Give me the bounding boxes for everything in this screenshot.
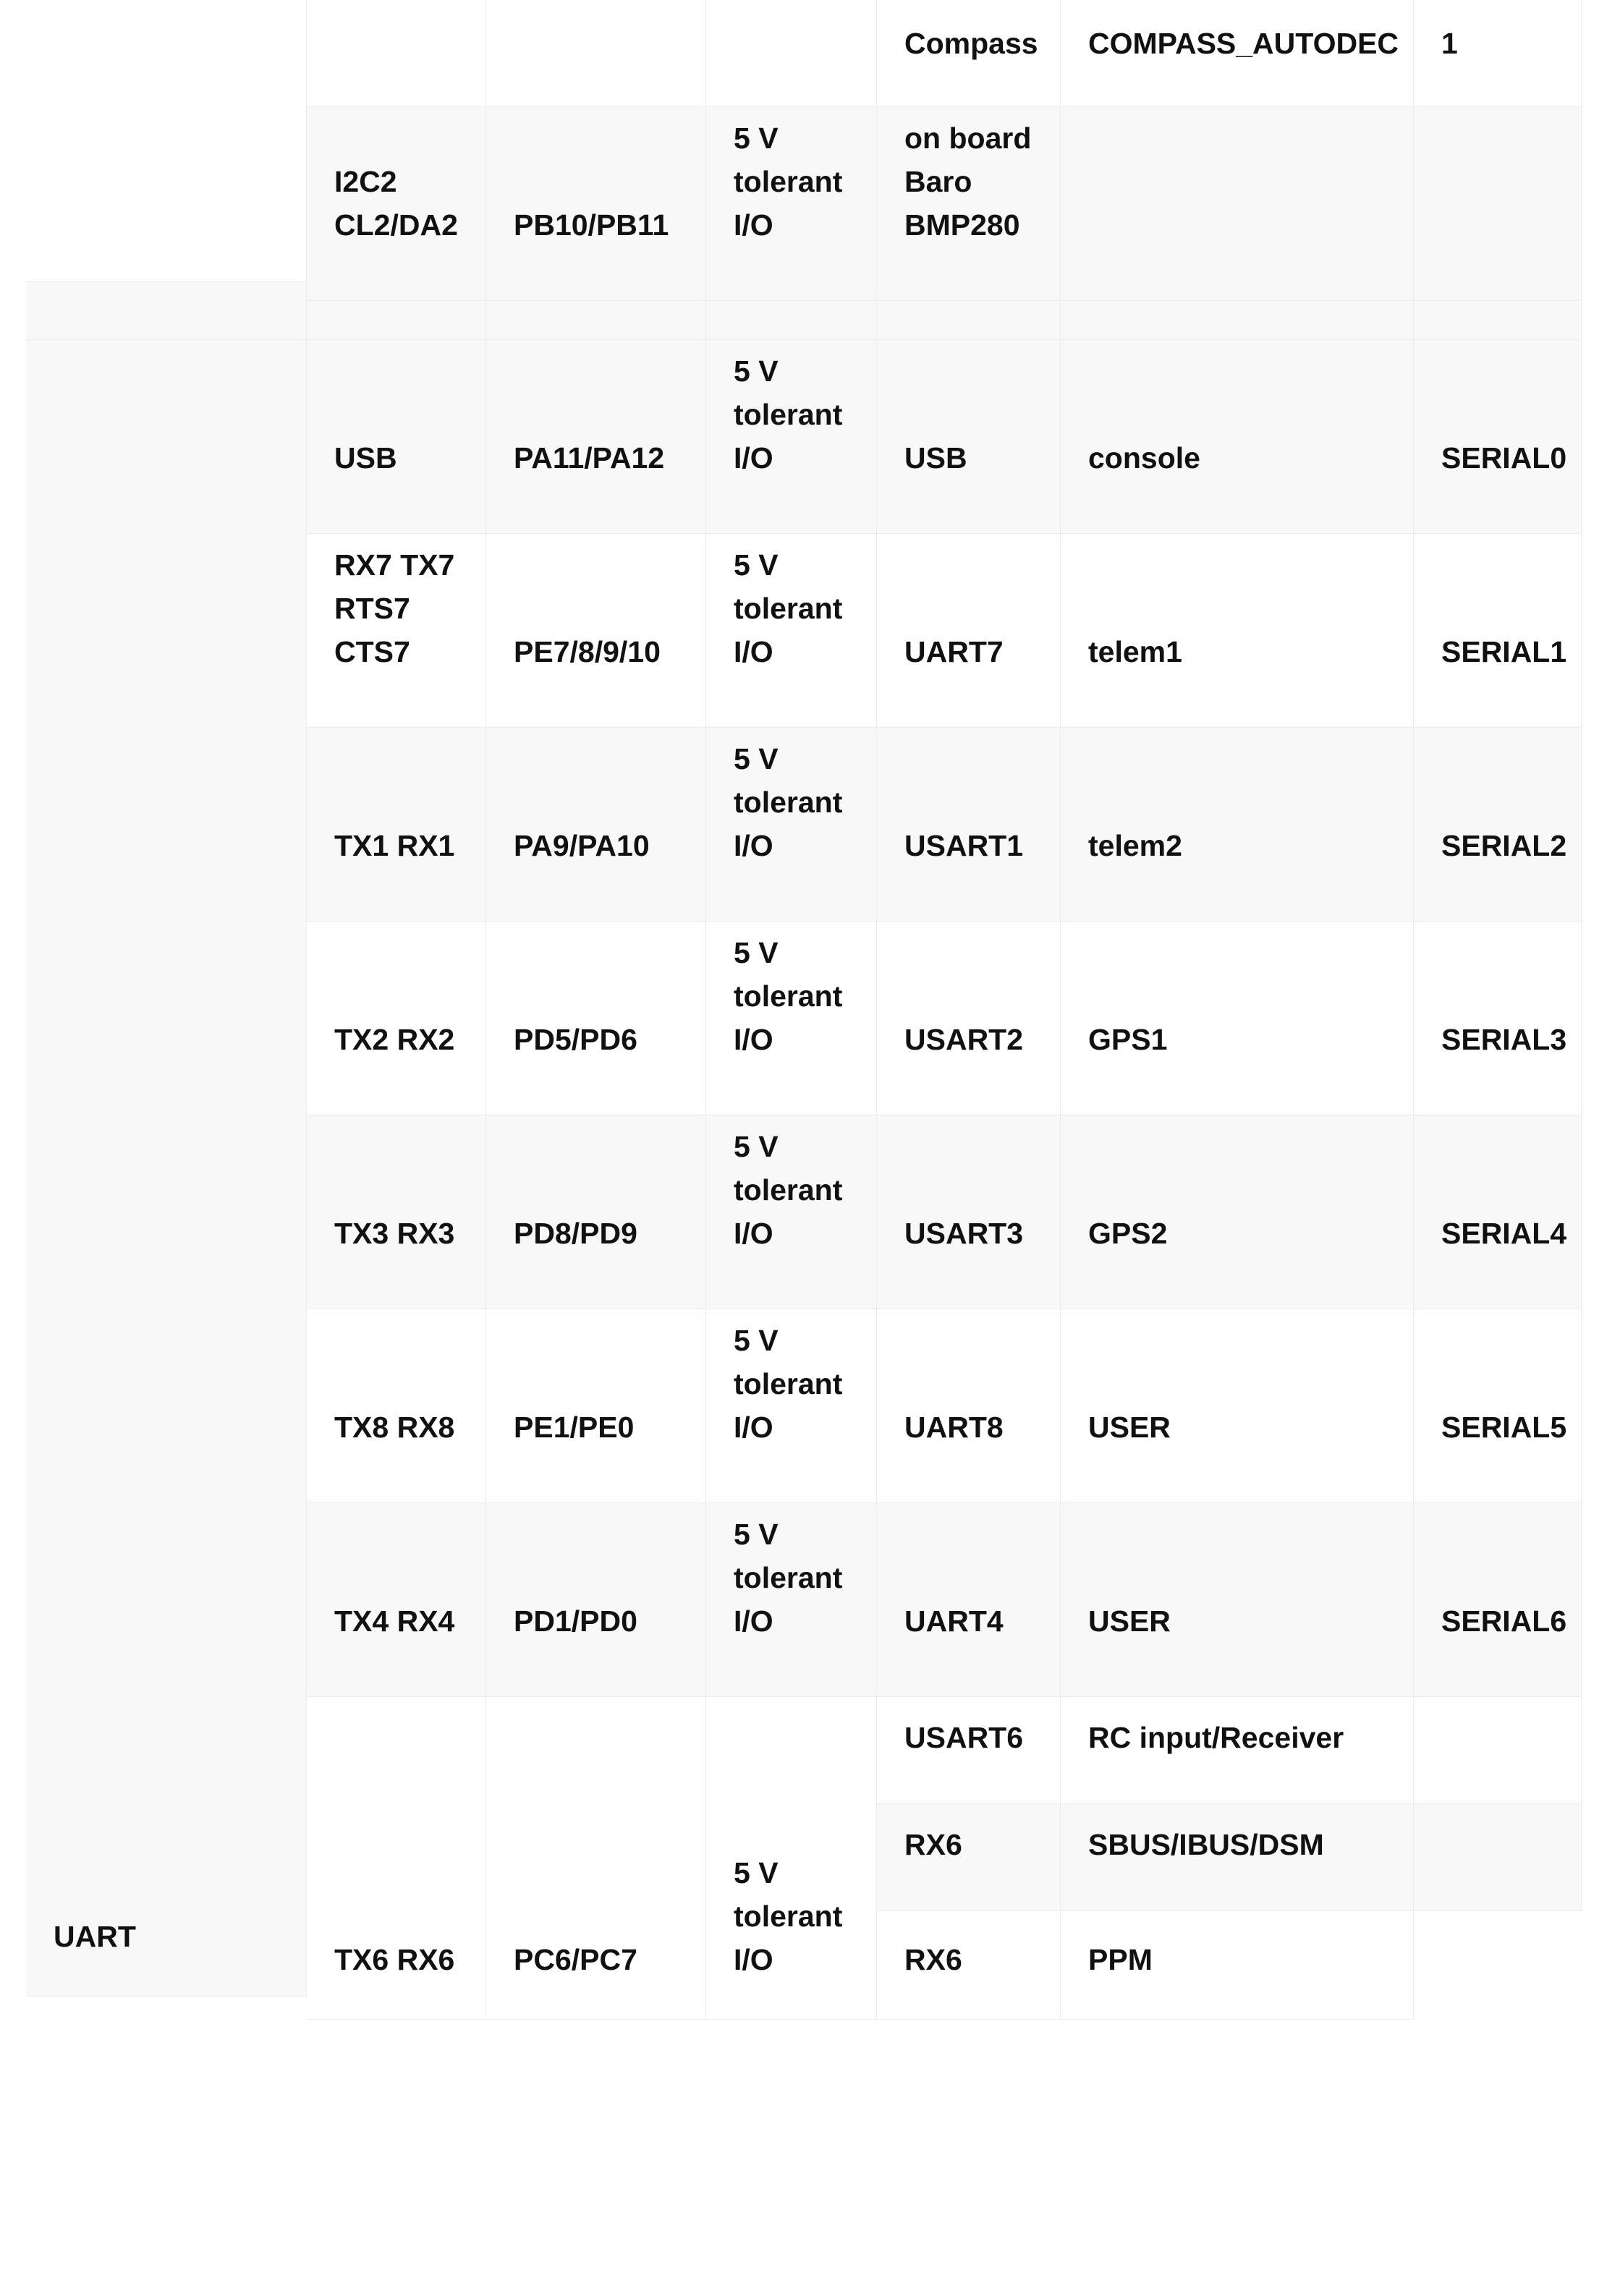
io-label: 5 V tolerant I/O [734, 1856, 843, 1976]
usage-label: SBUS/IBUS/DSM [1088, 1828, 1324, 1861]
usage-label: PPM [1088, 1943, 1153, 1976]
cell [1061, 534, 1414, 728]
cell [877, 107, 1061, 301]
spacer-row [26, 282, 307, 340]
cell [307, 107, 486, 301]
cell [877, 534, 1061, 728]
cell [307, 728, 486, 922]
port-label: USB [904, 441, 967, 475]
pin-label: PC6/PC7 [514, 1943, 637, 1976]
interface-label: TX4 RX4 [334, 1604, 455, 1638]
port-label: UART8 [904, 1411, 1004, 1444]
cell [486, 340, 706, 534]
cell [1061, 1804, 1414, 1911]
pin-label: PE1/PE0 [514, 1411, 635, 1444]
pin-label: PD5/PD6 [514, 1023, 637, 1056]
cell [877, 922, 1061, 1115]
spacer-row [706, 301, 877, 340]
port-label: USART1 [904, 829, 1024, 862]
serial-label: SERIAL0 [1441, 441, 1567, 475]
cell [706, 1115, 877, 1309]
port-label: USART3 [904, 1217, 1024, 1250]
cell [1414, 534, 1582, 728]
spacer-row [1414, 301, 1582, 340]
cell [706, 1697, 877, 2020]
spacer-row [1061, 301, 1414, 340]
spacer-row [486, 301, 706, 340]
cell [1414, 1115, 1582, 1309]
cell [486, 922, 706, 1115]
usage-label: console [1088, 441, 1200, 475]
cell [1061, 1503, 1414, 1697]
cell [486, 728, 706, 922]
compass-parameter: COMPASS_AUTODEC [1088, 27, 1399, 60]
usage-label: telem1 [1088, 635, 1182, 668]
cell [877, 1697, 1061, 1804]
interface-label: TX1 RX1 [334, 829, 455, 862]
io-label: 5 V tolerant I/O [734, 354, 843, 475]
io-label: 5 V tolerant I/O [734, 548, 843, 668]
cell [1414, 1503, 1582, 1697]
cell [706, 1309, 877, 1503]
cell [1414, 0, 1582, 107]
spacer-row [877, 301, 1061, 340]
cell-blank [1414, 1697, 1582, 1804]
cell [877, 0, 1061, 107]
cell [1414, 922, 1582, 1115]
interface-label: TX3 RX3 [334, 1217, 455, 1250]
interface-label: TX2 RX2 [334, 1023, 455, 1056]
io-label: 5 V tolerant I/O [734, 1130, 843, 1250]
cell [1061, 1911, 1414, 2020]
cell [307, 1309, 486, 1503]
port-label: USART6 [904, 1721, 1024, 1754]
cell [1061, 1115, 1414, 1309]
cell-blank [1061, 107, 1414, 301]
cell [486, 1309, 706, 1503]
io-label: 5 V tolerant I/O [734, 1324, 843, 1444]
cell [1061, 1697, 1414, 1804]
cell [307, 1115, 486, 1309]
serial-label: SERIAL2 [1441, 829, 1567, 862]
pin-label: PA11/PA12 [514, 441, 665, 475]
cell [307, 534, 486, 728]
pin-label: PD1/PD0 [514, 1604, 637, 1638]
group-cell [26, 340, 307, 1997]
pin-label: PA9/PA10 [514, 829, 650, 862]
cell [1061, 340, 1414, 534]
interface-label: TX6 RX6 [334, 1943, 455, 1976]
serial-label: SERIAL5 [1441, 1411, 1567, 1444]
cell [877, 1804, 1061, 1911]
cell-blank [486, 0, 706, 107]
cell [307, 1503, 486, 1697]
cell-blank [26, 0, 307, 282]
interface-label: I2C2 CL2/DA2 [334, 165, 458, 242]
usage-label: telem2 [1088, 829, 1182, 862]
serial-label: SERIAL1 [1441, 635, 1567, 668]
port-label: UART7 [904, 635, 1004, 668]
serial-label: SERIAL6 [1441, 1604, 1567, 1638]
port-label: RX6 [904, 1943, 962, 1976]
usage-label: GPS1 [1088, 1023, 1168, 1056]
cell [307, 1697, 486, 2020]
cell [877, 340, 1061, 534]
interface-label: USB [334, 441, 397, 475]
compass-value: 1 [1441, 27, 1458, 60]
serial-label: SERIAL3 [1441, 1023, 1567, 1056]
cell [1061, 1309, 1414, 1503]
cell [706, 107, 877, 301]
pin-label: PD8/PD9 [514, 1217, 637, 1250]
cell [877, 728, 1061, 922]
cell [1414, 1309, 1582, 1503]
cell [706, 1503, 877, 1697]
cell-blank [1414, 107, 1582, 301]
pin-label: PE7/8/9/10 [514, 635, 661, 668]
usage-label: USER [1088, 1604, 1171, 1638]
usage-label: USER [1088, 1411, 1171, 1444]
compass-label: Compass [904, 27, 1038, 60]
cell-blank [706, 0, 877, 107]
cell [877, 1115, 1061, 1309]
interface-label: TX8 RX8 [334, 1411, 455, 1444]
cell [706, 340, 877, 534]
port-label: UART4 [904, 1604, 1004, 1638]
cell [1061, 922, 1414, 1115]
cell [706, 922, 877, 1115]
port-label: RX6 [904, 1828, 962, 1861]
cell [486, 1697, 706, 2020]
cell [706, 534, 877, 728]
cell-blank [1414, 1804, 1582, 1911]
io-label: 5 V tolerant I/O [734, 936, 843, 1056]
cell [307, 922, 486, 1115]
serial-label: SERIAL4 [1441, 1217, 1567, 1250]
cell [486, 1503, 706, 1697]
usage-label: GPS2 [1088, 1217, 1168, 1250]
cell [486, 1115, 706, 1309]
usage-label: RC input/Receiver [1088, 1721, 1344, 1754]
io-label: 5 V tolerant I/O [734, 122, 843, 242]
cell [1414, 340, 1582, 534]
cell [877, 1503, 1061, 1697]
cell [706, 728, 877, 922]
function-label: on board Baro BMP280 [904, 122, 1032, 242]
io-label: 5 V tolerant I/O [734, 1518, 843, 1638]
cell [486, 107, 706, 301]
cell [1061, 728, 1414, 922]
cell [307, 340, 486, 534]
group-label: UART [54, 1920, 136, 1953]
interface-label: RX7 TX7 RTS7 CTS7 [334, 548, 455, 668]
spacer-row [307, 301, 486, 340]
port-label: USART2 [904, 1023, 1024, 1056]
cell-blank [307, 0, 486, 107]
io-label: 5 V tolerant I/O [734, 742, 843, 862]
cell [877, 1911, 1061, 2020]
cell [877, 1309, 1061, 1503]
cell [1414, 728, 1582, 922]
cell [486, 534, 706, 728]
pin-label: PB10/PB11 [514, 208, 669, 242]
cell [1061, 0, 1414, 107]
